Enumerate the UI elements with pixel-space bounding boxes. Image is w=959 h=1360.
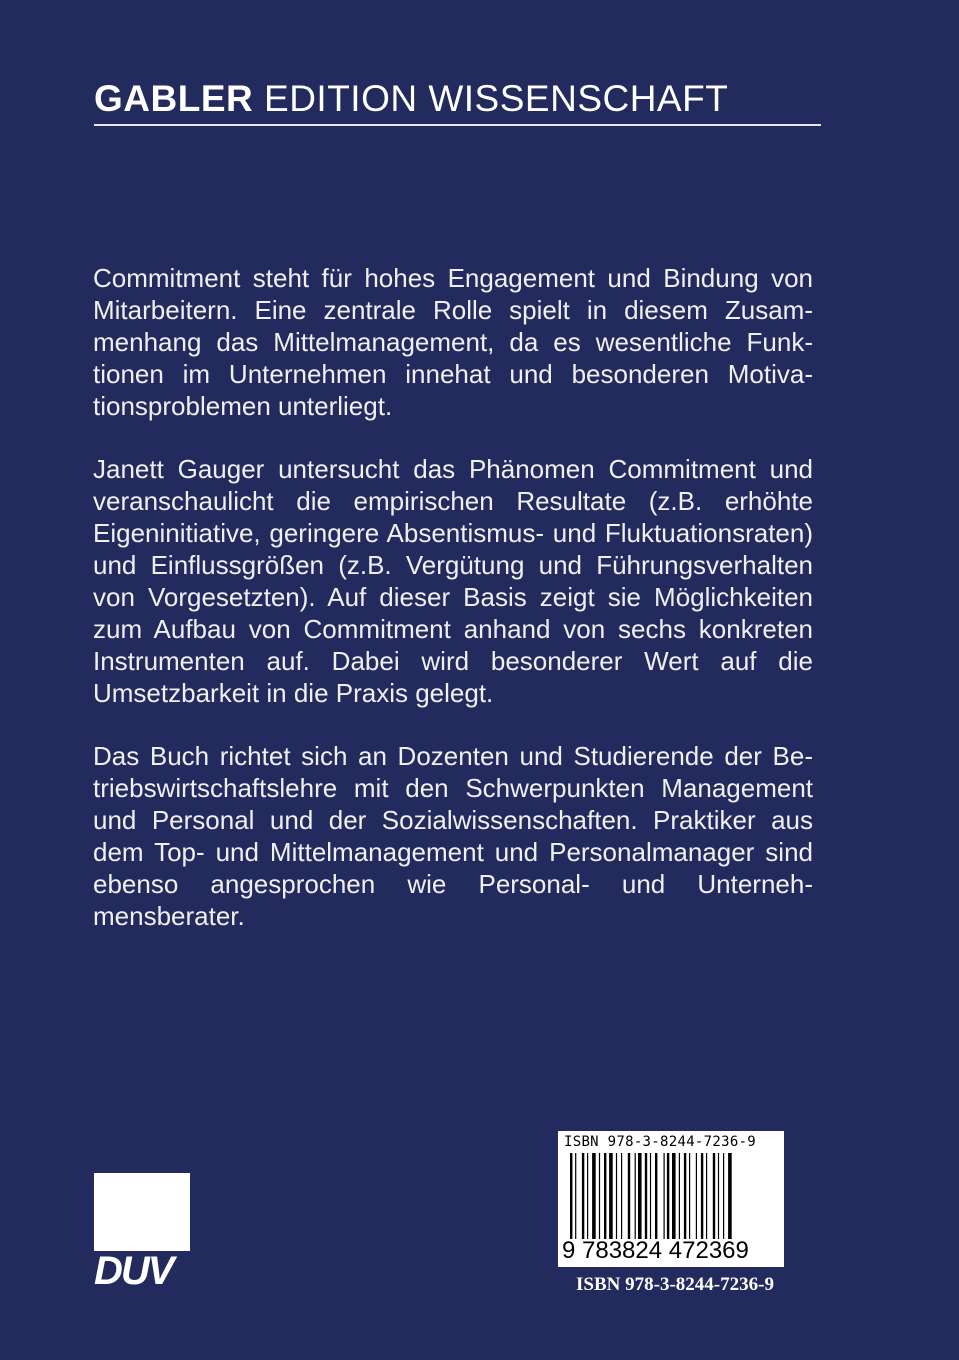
barcode-bar [701, 1153, 703, 1239]
series-divider [94, 124, 821, 126]
barcode-bar [575, 1153, 576, 1239]
barcode-bar [609, 1153, 613, 1239]
logo-text: DUV [94, 1249, 173, 1293]
series-title [94, 78, 821, 120]
barcode-bar [672, 1153, 676, 1239]
barcode-bar [587, 1153, 588, 1239]
barcode-bar [645, 1153, 647, 1239]
blurb-paragraph-3: Das Buch richtet sich an Dozenten und Studierende der Betriebswirtschaftslehre mit den Schwerpunkten Management und Personal und der Sozialwissenschaften. Praktiker aus dem Top- und Mittelmanagement und Personalmanager sind ebenso angesprochen wie Personal- und Unternehmensberater. [93, 741, 813, 931]
barcode-bar [684, 1153, 686, 1239]
barcode-bar [706, 1153, 707, 1239]
barcode-bar [664, 1153, 665, 1239]
series-brand: GABLER [94, 78, 254, 119]
series-header [94, 78, 821, 126]
barcode-bar [635, 1153, 636, 1239]
back-cover-blurb [93, 262, 813, 963]
barcode-bar [723, 1153, 724, 1239]
barcode-bar [570, 1153, 572, 1239]
barcode-bar [599, 1153, 600, 1239]
publisher-logo [94, 1173, 190, 1293]
barcode-bar [728, 1153, 732, 1239]
barcode-bars [560, 1153, 782, 1239]
barcode-bar [689, 1153, 690, 1239]
barcode-bar [592, 1153, 596, 1239]
blurb-paragraph-1: Commitment steht für hohes Engagement und Bindung von Mitarbeitern. Eine zentrale Rolle spielt in diesem Zusammenhang das Mittelmanagement, da es wesentliche Funktionen im Unternehmen innehat und besonderen Motivationsproblemen unterliegt. [93, 263, 813, 421]
logo-block [94, 1173, 190, 1251]
barcode-bar [638, 1153, 642, 1239]
series-name: EDITION WISSENSCHAFT [264, 78, 729, 119]
barcode-digits: 9 783824 472369 [562, 1237, 749, 1264]
barcode-bar [628, 1153, 630, 1239]
barcode-bar [667, 1153, 669, 1239]
barcode-bar [655, 1153, 657, 1239]
barcode [558, 1131, 784, 1267]
barcode-bar [718, 1153, 719, 1239]
barcode-bar [604, 1153, 606, 1239]
barcode-bar [621, 1153, 622, 1239]
barcode-bar [679, 1153, 680, 1239]
barcode-bar [713, 1153, 715, 1239]
barcode-bar [582, 1153, 584, 1239]
isbn-number: ISBN 978-3-8244-7236-9 [576, 1274, 774, 1295]
barcode-bar [616, 1153, 617, 1239]
barcode-bar [650, 1153, 651, 1239]
blurb-paragraph-2: Janett Gauger untersucht das Phänomen Commitment und veranschaulicht die empirischen Resultate (z.B. erhöhte Eigeninitiative, geringere Absentismus- und Fluktuationsraten) und Einflussgrößen (z.B. Vergütung und Führungsverhalten von Vorgesetzten). Auf dieser Basis zeigt sie Möglichkeiten zum Aufbau von Commitment anhand von sechs konkreten Instrumenten auf. Dabei wird besonderer Wert auf die Umsetzbarkeit in die Praxis gelegt. [93, 454, 813, 708]
barcode-bar [696, 1153, 697, 1239]
barcode-isbn-label: ISBN 978-3-8244-7236-9 [564, 1134, 757, 1150]
